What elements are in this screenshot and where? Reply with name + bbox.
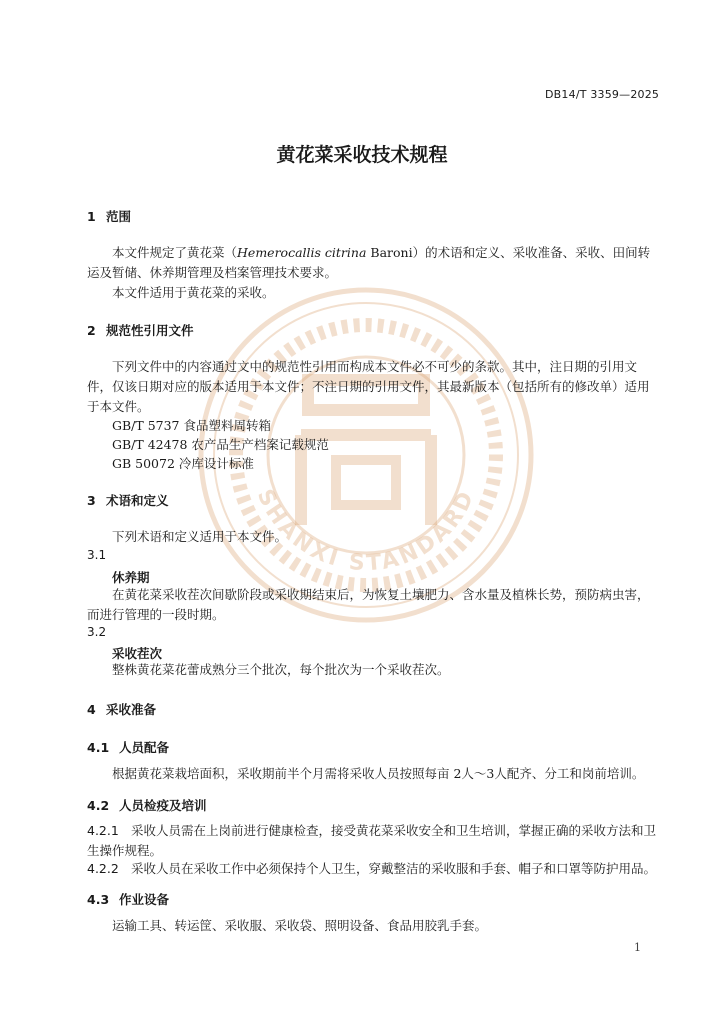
subsection-number: 4.2 xyxy=(87,798,110,813)
section-4-heading xyxy=(87,700,156,718)
reference-item: GB 50072 冷库设计标准 xyxy=(112,456,254,471)
clause-item xyxy=(87,821,657,861)
document-title: 黄花菜采收技术规程 xyxy=(276,144,448,166)
subsection-title: 人员配备 xyxy=(119,740,170,755)
paragraph xyxy=(87,243,657,283)
term-definition: 在黄花菜采收茬次间歇阶段或采收期结束后，为恢复土壤肥力、含水量及植株长势，预防病虫害，而进行管理的一段时期。 xyxy=(87,587,650,622)
latin-name: Hemerocallis citrina xyxy=(237,245,367,260)
term-number: 3.2 xyxy=(87,625,107,639)
paragraph: 下列术语和定义适用于本文件。 xyxy=(112,529,288,544)
text-run: 本文件规定了黄花菜（ xyxy=(112,245,238,260)
clause-text: 采收人员需在上岗前进行健康检查，接受黄花菜采收安全和卫生培训，掌握正确的采收方法和卫生操作规程。 xyxy=(87,823,657,858)
section-title: 采收准备 xyxy=(106,702,157,717)
section-title: 范围 xyxy=(106,209,132,224)
term-number: 3.1 xyxy=(87,548,107,562)
section-3-heading xyxy=(87,491,169,509)
paragraph: 运输工具、转运筐、采收服、采收袋、照明设备、食品用胶乳手套。 xyxy=(112,918,488,933)
watermark-text: SHANXI STANDARD xyxy=(251,485,481,577)
section-number: 4 xyxy=(87,702,96,717)
subsection-number: 4.1 xyxy=(87,740,110,755)
section-number: 2 xyxy=(87,323,96,338)
paragraph: 根据黄花菜栽培面积，采收期前半个月需将采收人员按照每亩 2人～3人配齐、分工和岗前培训。 xyxy=(112,766,645,781)
text-run: Baroni）的术语和定义、采收准备、采收、田间转运及暂储、休养期管理及档案管理技术要求。 xyxy=(87,245,651,280)
section-title: 规范性引用文件 xyxy=(106,323,194,338)
section-number: 3 xyxy=(87,493,96,508)
paragraph: 下列文件中的内容通过文中的规范性引用而构成本文件必不可少的条款。其中，注日期的引用文件，仅该日期对应的版本适用于本文件；不注日期的引用文件，其最新版本（包括所有的修改单）适用于本文件。 xyxy=(87,359,650,414)
clause-number: 4.2.1 xyxy=(87,823,119,838)
subsection-number: 4.3 xyxy=(87,892,110,907)
term-definition: 整株黄花菜花蕾成熟分三个批次，每个批次为一个采收茬次。 xyxy=(112,662,450,677)
paragraph: 本文件适用于黄花菜的采收。 xyxy=(112,285,275,300)
clause-number: 4.2.2 xyxy=(87,861,119,876)
clause-item xyxy=(87,859,657,879)
page-number: 1 xyxy=(634,941,641,954)
clause-text: 采收人员在采收工作中必须保持个人卫生，穿戴整洁的采收服和手套、帽子和口罩等防护用品。 xyxy=(131,861,657,876)
standard-number: DB14/T 3359—2025 xyxy=(545,88,660,101)
subsection-4-3-heading xyxy=(87,890,169,908)
section-number: 1 xyxy=(87,209,96,224)
term-name: 采收茬次 xyxy=(112,646,163,661)
section-2-heading xyxy=(87,321,194,339)
subsection-4-2-heading xyxy=(87,796,207,814)
section-1-heading xyxy=(87,207,131,225)
subsection-title: 人员检疫及培训 xyxy=(119,798,207,813)
subsection-title: 作业设备 xyxy=(119,892,170,907)
reference-item: GB/T 42478 农产品生产档案记载规范 xyxy=(112,437,329,452)
section-title: 术语和定义 xyxy=(106,493,169,508)
subsection-4-1-heading xyxy=(87,738,169,756)
reference-item: GB/T 5737 食品塑料周转箱 xyxy=(112,418,271,433)
term-name: 休养期 xyxy=(112,570,150,585)
